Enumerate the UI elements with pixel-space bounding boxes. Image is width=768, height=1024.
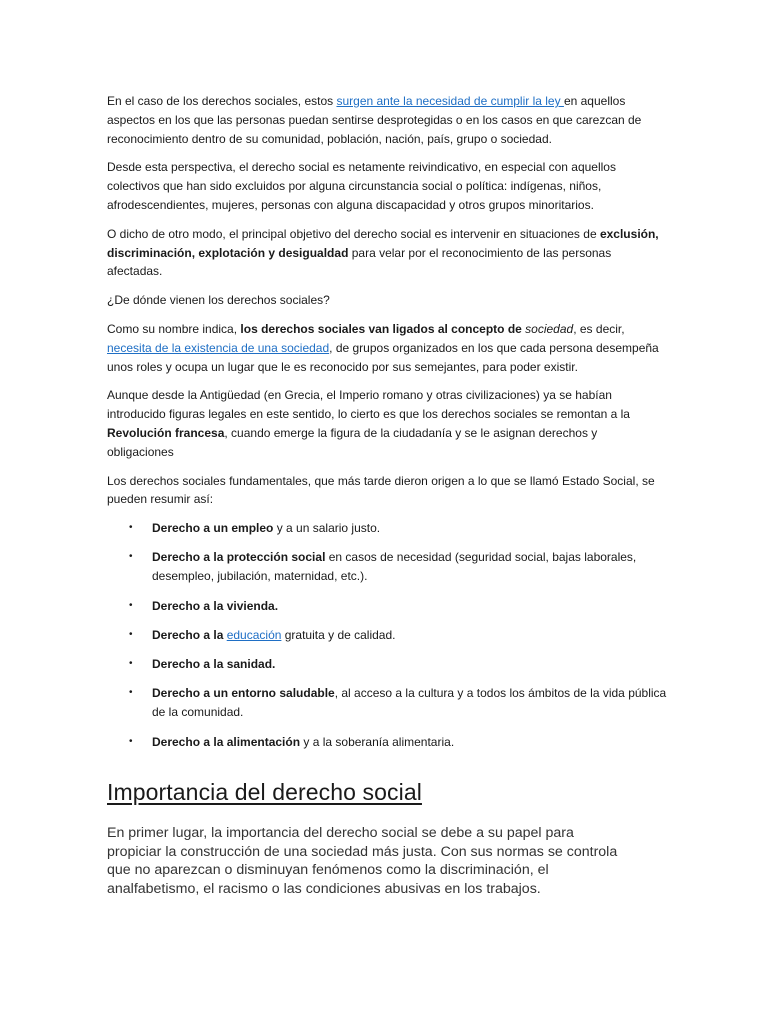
list-item-text: en casos de necesidad (seguridad social, bajas laborales, desempleo, jubilación, maternidad, etc.). — [152, 550, 637, 584]
list-item-text: y a un salario justo. — [273, 521, 381, 536]
bullet-icon: • — [129, 522, 133, 534]
list-item-bold: Derecho a la protección social — [152, 550, 326, 565]
list-item — [107, 626, 667, 645]
paragraph-3-bold: exclusión, discriminación, explotación y desigualdad — [107, 226, 659, 260]
paragraph-2-text-b: , en especial con aquellos colectivos que han sido excluidos por alguna circunstancia social o política: indígenas, niños, afrodescendientes, mujeres, personas con alguna discapacidad y otros grupos minoritarios. — [107, 160, 616, 212]
list-item — [107, 548, 667, 586]
bullet-icon: • — [129, 551, 133, 563]
paragraph-5-text-b: , cuando emerge la figura de la ciudadanía y se le asignan derechos y obligaciones — [107, 425, 598, 459]
paragraph-4-text-c: , de grupos organizados en los que cada persona desempeña unos roles y ocupa un lugar que le es reconocido por sus semejantes, para poder existir. — [107, 340, 659, 374]
section-heading: Importancia del derecho social — [107, 779, 422, 805]
list-item-bold: Derecho a un entorno saludable — [152, 686, 335, 701]
paragraph-6: Los derechos sociales fundamentales, que más tarde dieron origen a lo que se llamó Estado Social, se pueden resumir así: — [107, 473, 655, 507]
importance-paragraph: En primer lugar, la importancia del derecho social se debe a su papel para propiciar la construcción de una sociedad más justa. Con sus normas se controla que no aparezcan o disminuyan fenómenos como la discriminación, el analfabetismo, el racismo o las condiciones abusivas en los trabajos. — [107, 825, 618, 897]
paragraph-2-text-a: Desde esta perspectiva, el derecho social es netamente reivindicativo — [107, 160, 478, 175]
link-existencia-sociedad[interactable]: necesita de la existencia de una sociedad — [107, 340, 330, 355]
list-item-bold: Derecho a la — [152, 627, 227, 642]
list-item-bold: Derecho a la sanidad. — [152, 657, 276, 672]
paragraph-4 — [107, 320, 667, 376]
paragraph-5 — [107, 386, 667, 461]
paragraph-4-text-a: Como su nombre indica, — [107, 321, 241, 336]
list-item-text: , al acceso a la cultura y a todos los ámbitos de la vida pública de la comunidad. — [152, 686, 667, 720]
list-item — [107, 733, 667, 752]
paragraph-1-text-a: En el caso de los derechos sociales, estos — [107, 94, 337, 108]
list-item-text: y a la soberanía alimentaria. — [300, 734, 455, 749]
bullet-icon: • — [129, 735, 133, 747]
paragraph-1-text-b: en aquellos aspectos en los que las personas puedan sentirse desprotegidas o en los casos en que carezcan de reconocimiento dentro de su comunidad, población, nación, país, grupo o sociedad. — [107, 94, 642, 146]
bullet-icon: • — [129, 628, 133, 640]
rights-list — [107, 519, 667, 751]
bullet-icon: • — [129, 687, 133, 699]
list-item — [107, 597, 667, 616]
link-cumplir-la-ley[interactable]: surgen ante la necesidad de cumplir la ley — [336, 94, 564, 108]
list-item — [107, 519, 667, 538]
list-item — [107, 655, 667, 674]
paragraph-4-bold: los derechos sociales van ligados al concepto de — [240, 321, 526, 336]
list-item-bold: Derecho a la vivienda. — [152, 598, 279, 613]
list-item — [107, 684, 667, 722]
link-educacion[interactable]: educación — [226, 627, 282, 642]
paragraph-2 — [107, 158, 667, 214]
bullet-icon: • — [129, 599, 133, 611]
paragraph-3-text-b: para velar por el reconocimiento de las personas afectadas. — [107, 245, 612, 279]
bullet-icon: • — [129, 658, 133, 670]
paragraph-1 — [107, 92, 667, 148]
paragraph-4-text-b: , es decir, — [573, 321, 625, 336]
paragraph-4-italic: sociedad — [525, 321, 574, 336]
section-question: ¿De dónde vienen los derechos sociales? — [107, 293, 330, 308]
paragraph-3 — [107, 225, 667, 281]
list-item-text: gratuita y de calidad. — [281, 627, 396, 642]
list-item-bold: Derecho a un empleo — [152, 521, 274, 536]
paragraph-3-text-a: O dicho de otro modo, el principal objetivo del derecho social es intervenir en situaciones de — [107, 226, 600, 241]
paragraph-5-text-a: Aunque desde la Antigüedad (en Grecia, el Imperio romano y otras civilizaciones) ya se habían introducido figuras legales en este sentido, lo cierto es que los derechos sociales se remontan a la — [107, 388, 630, 422]
list-item-bold: Derecho a la alimentación — [152, 734, 301, 749]
document-body — [107, 92, 667, 762]
paragraph-5-bold: Revolución francesa — [107, 425, 225, 440]
